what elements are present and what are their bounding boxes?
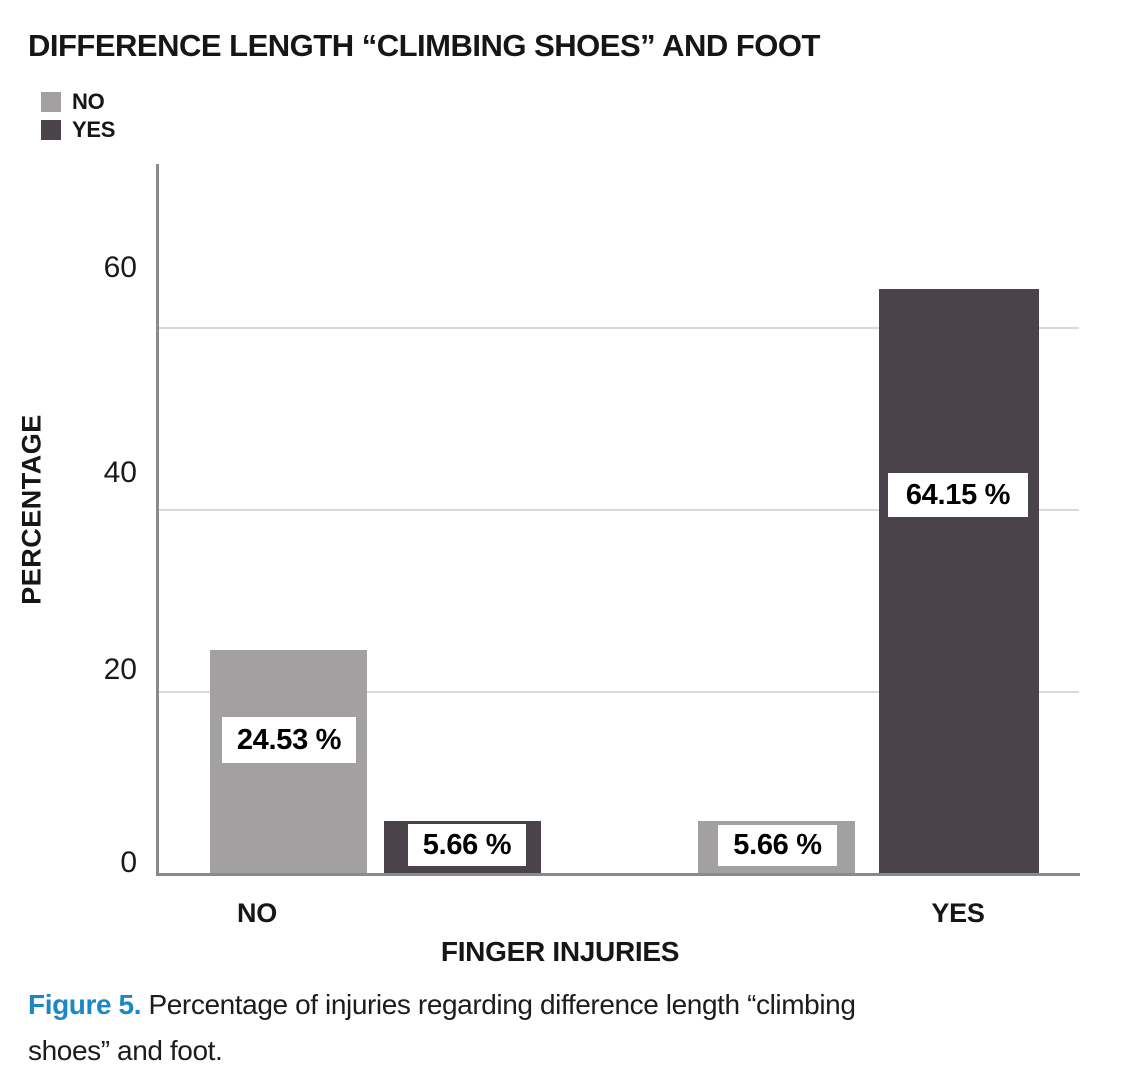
legend-item-yes: [41, 116, 115, 144]
y-tick-label-20: 20: [103, 653, 137, 686]
legend: [41, 88, 115, 144]
figure-caption: [28, 982, 1108, 1074]
y-tick-label-60: 60: [103, 251, 137, 284]
y-tick-label-40: 40: [103, 456, 137, 489]
value-label-no-no: 24.53 %: [222, 717, 356, 763]
x-axis-line: [156, 873, 1080, 876]
y-axis-title: PERCENTAGE: [16, 414, 47, 605]
category-label-no: NO: [237, 898, 277, 928]
figure-caption-text-line2: shoes” and foot.: [28, 1035, 223, 1066]
y-tick-label-0: 0: [120, 846, 137, 879]
value-label-yes-no: 5.66 %: [718, 825, 837, 866]
legend-swatch-yes-icon: [41, 120, 61, 140]
chart-title: DIFFERENCE LENGTH “CLIMBING SHOES” AND FOOT: [28, 28, 820, 63]
legend-item-no: [41, 88, 115, 116]
figure-caption-label: Figure 5.: [28, 989, 142, 1020]
category-label-yes: YES: [931, 898, 985, 928]
legend-label-yes: YES: [72, 117, 116, 142]
figure-caption-text-line1: Percentage of injuries regarding difference length “climbing: [148, 989, 856, 1020]
x-axis-title: FINGER INJURIES: [440, 936, 680, 967]
value-label-yes-yes: 64.15 %: [888, 473, 1028, 517]
bar-yes-yes: [879, 289, 1039, 873]
value-label-no-yes: 5.66 %: [408, 824, 526, 866]
legend-swatch-no-icon: [41, 92, 61, 112]
y-axis-line: [156, 164, 159, 876]
legend-label-no: NO: [72, 89, 105, 114]
